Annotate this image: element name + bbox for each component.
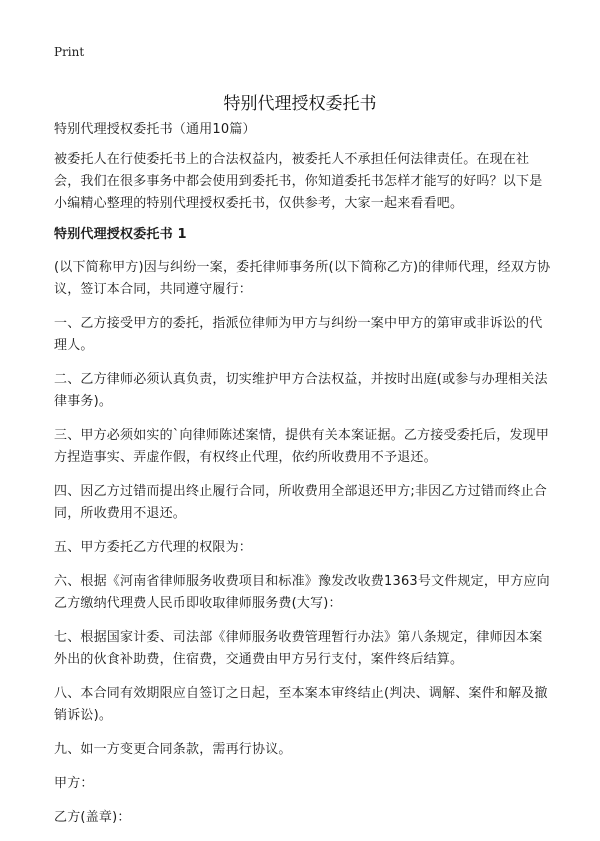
- document-body: [54, 119, 554, 841]
- clause-4: 四、因乙方过错而提出终止履行合同，所收费用全部退还甲方;非因乙方过错而终止合同，所收费用不退还。: [54, 484, 547, 521]
- clause-preamble: (以下简称甲方)因与纠纷一案，委托律师事务所(以下简称乙方)的律师代理，经双方协议，签订本合同，共同遵守履行：: [54, 260, 551, 297]
- clause-9: 九、如一方变更合同条款，需再行协议。: [54, 742, 292, 757]
- print-link[interactable]: Print: [54, 45, 85, 59]
- clause-5: 五、甲方委托乙方代理的权限为：: [54, 540, 253, 555]
- clause-8: 八、本合同有效期限应自签订之日起，至本案本审终结止(判决、调解、案件和解及撤销诉讼)。: [54, 686, 548, 723]
- signature-party-b: 乙方(盖章)：: [54, 810, 131, 825]
- signature-party-a: 甲方：: [54, 776, 94, 791]
- section-heading: 特别代理授权委托书 1: [54, 227, 187, 242]
- clause-2: 二、乙方律师必须认真负责，切实维护甲方合法权益，并按时出庭(或参与办理相关法律事务)。: [54, 372, 548, 409]
- document-subtitle: 特别代理授权委托书（通用10篇）: [54, 122, 256, 137]
- intro-paragraph: 被委托人在行使委托书上的合法权益内，被委托人不承担任何法律责任。在现在社会，我们在很多事务中都会使用到委托书，你知道委托书怎样才能写的好吗？以下是小编精心整理的特别代理授权委托书，仅供参考，大家一起来看看吧。: [54, 152, 543, 211]
- clause-6: 六、根据《河南省律师服务收费项目和标准》豫发改收费1363号文件规定，甲方应向乙方缴纳代理费人民币即收取律师服务费(大写)：: [54, 574, 550, 611]
- clause-7: 七、根据国家计委、司法部《律师服务收费管理暂行办法》第八条规定，律师因本案外出的伙食补助费，住宿费，交通费由甲方另行支付，案件终后结算。: [54, 630, 543, 667]
- clause-1: 一、乙方接受甲方的委托，指派位律师为甲方与纠纷一案中甲方的第审或非诉讼的代理人。: [54, 316, 543, 353]
- page-title: 特别代理授权委托书: [223, 94, 377, 115]
- clause-3: 三、甲方必须如实的`向律师陈述案情，提供有关本案证据。乙方接受委托后，发现甲方捏造事实、弄虚作假，有权终止代理，依约所收费用不予退还。: [54, 428, 550, 465]
